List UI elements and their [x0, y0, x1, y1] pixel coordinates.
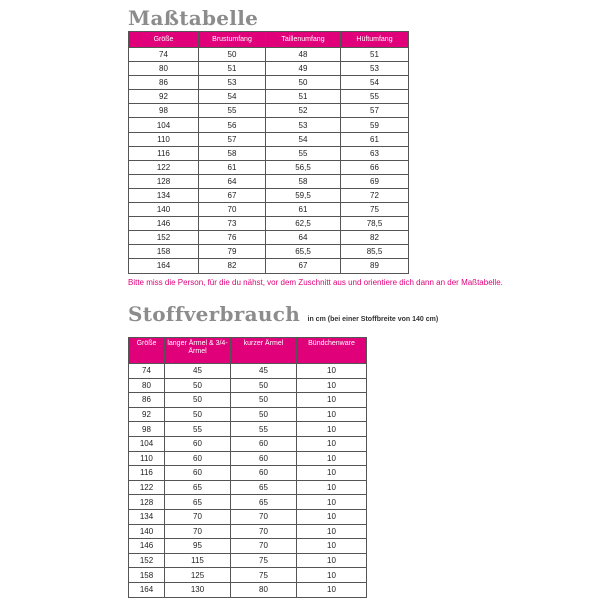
table-cell: 122 — [129, 480, 165, 495]
table-cell: 61 — [266, 203, 341, 217]
table-cell: 98 — [129, 422, 165, 437]
table-cell: 10 — [297, 553, 367, 568]
table-cell: 146 — [129, 217, 199, 231]
table-cell: 10 — [297, 451, 367, 466]
table-cell: 80 — [231, 582, 297, 597]
table-row — [129, 509, 367, 524]
table-cell: 50 — [165, 393, 231, 408]
table-cell: 51 — [266, 90, 341, 104]
table-cell: 65,5 — [266, 245, 341, 259]
table-cell: 10 — [297, 466, 367, 481]
table-cell: 50 — [231, 407, 297, 422]
table-cell: 52 — [266, 104, 341, 118]
table-row — [129, 146, 409, 160]
table-row — [129, 118, 409, 132]
table-cell: 60 — [165, 451, 231, 466]
table-cell: 86 — [129, 393, 165, 408]
table-cell: 55 — [231, 422, 297, 437]
stoffverbrauch-table — [128, 337, 367, 598]
masstabelle-title: Maßtabelle — [128, 6, 259, 30]
table-cell: 70 — [231, 539, 297, 554]
table-row — [129, 259, 409, 273]
table-cell: 51 — [199, 62, 266, 76]
table-cell: 152 — [129, 553, 165, 568]
table-row — [129, 160, 409, 174]
table-cell: 10 — [297, 407, 367, 422]
table-cell: 104 — [129, 118, 199, 132]
table-cell: 158 — [129, 568, 165, 583]
table-cell: 70 — [231, 524, 297, 539]
table-cell: 134 — [129, 188, 199, 202]
header-brustumfang: Brustumfang — [199, 32, 266, 48]
table-cell: 82 — [341, 231, 409, 245]
table-header-row — [129, 338, 367, 364]
table-cell: 57 — [199, 132, 266, 146]
table-cell: 73 — [199, 217, 266, 231]
table-cell: 69 — [341, 174, 409, 188]
table-row — [129, 568, 367, 583]
table-cell: 70 — [231, 509, 297, 524]
table-cell: 70 — [165, 524, 231, 539]
table-cell: 76 — [199, 231, 266, 245]
header-kurzer-aermel: kurzer Ärmel — [231, 338, 297, 364]
table-row — [129, 48, 409, 62]
stoffverbrauch-heading — [128, 302, 438, 326]
table-cell: 116 — [129, 146, 199, 160]
table-cell: 164 — [129, 582, 165, 597]
table-row — [129, 495, 367, 510]
table-row — [129, 553, 367, 568]
table-cell: 10 — [297, 364, 367, 379]
table-row — [129, 76, 409, 90]
table-cell: 64 — [266, 231, 341, 245]
table-cell: 64 — [199, 174, 266, 188]
header-groesse: Größe — [129, 338, 165, 364]
table-cell: 95 — [165, 539, 231, 554]
table-row — [129, 90, 409, 104]
table-cell: 60 — [231, 466, 297, 481]
table-cell: 164 — [129, 259, 199, 273]
table-row — [129, 480, 367, 495]
measurement-note: Bitte miss die Person, für die du nähst, vor dem Zuschnitt aus und orientiere dich dann an der Maßtabelle. — [128, 278, 503, 287]
table-cell: 70 — [199, 203, 266, 217]
table-cell: 54 — [199, 90, 266, 104]
table-cell: 10 — [297, 436, 367, 451]
table-cell: 60 — [231, 451, 297, 466]
table-cell: 10 — [297, 480, 367, 495]
table-cell: 10 — [297, 422, 367, 437]
table-cell: 67 — [266, 259, 341, 273]
table-cell: 70 — [165, 509, 231, 524]
table-row — [129, 393, 367, 408]
table-row — [129, 188, 409, 202]
table-cell: 10 — [297, 495, 367, 510]
table-row — [129, 466, 367, 481]
table-cell: 53 — [199, 76, 266, 90]
table-cell: 79 — [199, 245, 266, 259]
table-row — [129, 62, 409, 76]
table-cell: 51 — [341, 48, 409, 62]
table-cell: 50 — [231, 393, 297, 408]
table-cell: 10 — [297, 539, 367, 554]
table-cell: 60 — [165, 466, 231, 481]
header-hueftumfang: Hüftumfang — [341, 32, 409, 48]
table-cell: 74 — [129, 48, 199, 62]
table-cell: 80 — [129, 378, 165, 393]
table-cell: 152 — [129, 231, 199, 245]
table-cell: 146 — [129, 539, 165, 554]
table-cell: 10 — [297, 509, 367, 524]
table-row — [129, 203, 409, 217]
table-cell: 80 — [129, 62, 199, 76]
table-row — [129, 451, 367, 466]
table-cell: 125 — [165, 568, 231, 583]
table-cell: 60 — [165, 436, 231, 451]
table-row — [129, 436, 367, 451]
table-cell: 55 — [199, 104, 266, 118]
table-cell: 60 — [231, 436, 297, 451]
table-cell: 62,5 — [266, 217, 341, 231]
table-cell: 10 — [297, 524, 367, 539]
table-cell: 66 — [341, 160, 409, 174]
table-cell: 65 — [231, 480, 297, 495]
stoffverbrauch-title: Stoffverbrauch — [128, 302, 301, 326]
table-cell: 61 — [199, 160, 266, 174]
table-cell: 85,5 — [341, 245, 409, 259]
stoffverbrauch-subtitle: in cm (bei einer Stoffbreite von 140 cm) — [307, 316, 439, 323]
table-row — [129, 422, 367, 437]
table-row — [129, 132, 409, 146]
header-taillenumfang: Taillenumfang — [266, 32, 341, 48]
table-cell: 57 — [341, 104, 409, 118]
table-cell: 116 — [129, 466, 165, 481]
header-langer-aermel: langer Ärmel & 3/4-Ärmel — [165, 338, 231, 364]
table-cell: 45 — [165, 364, 231, 379]
table-row — [129, 245, 409, 259]
table-cell: 49 — [266, 62, 341, 76]
table-cell: 128 — [129, 174, 199, 188]
table-cell: 59 — [341, 118, 409, 132]
table-cell: 75 — [341, 203, 409, 217]
table-row — [129, 524, 367, 539]
masstabelle-table — [128, 31, 409, 274]
table-row — [129, 407, 367, 422]
table-cell: 92 — [129, 407, 165, 422]
table-row — [129, 231, 409, 245]
table-cell: 48 — [266, 48, 341, 62]
table-cell: 50 — [266, 76, 341, 90]
table-cell: 56,5 — [266, 160, 341, 174]
table-cell: 92 — [129, 90, 199, 104]
table-cell: 50 — [231, 378, 297, 393]
table-cell: 10 — [297, 393, 367, 408]
table-cell: 63 — [341, 146, 409, 160]
table-cell: 78,5 — [341, 217, 409, 231]
table-cell: 53 — [266, 118, 341, 132]
table-cell: 89 — [341, 259, 409, 273]
table-cell: 58 — [199, 146, 266, 160]
table-cell: 65 — [165, 480, 231, 495]
table-cell: 72 — [341, 188, 409, 202]
table-cell: 65 — [165, 495, 231, 510]
table-cell: 140 — [129, 524, 165, 539]
table-row — [129, 217, 409, 231]
table-cell: 55 — [341, 90, 409, 104]
table-cell: 59,5 — [266, 188, 341, 202]
table-cell: 158 — [129, 245, 199, 259]
table-header-row — [129, 32, 409, 48]
table-cell: 50 — [165, 378, 231, 393]
table-cell: 110 — [129, 451, 165, 466]
table-row — [129, 378, 367, 393]
table-row — [129, 174, 409, 188]
table-cell: 10 — [297, 568, 367, 583]
table-row — [129, 364, 367, 379]
table-cell: 61 — [341, 132, 409, 146]
table-cell: 56 — [199, 118, 266, 132]
table-cell: 75 — [231, 553, 297, 568]
table-cell: 55 — [266, 146, 341, 160]
table-cell: 110 — [129, 132, 199, 146]
table-cell: 86 — [129, 76, 199, 90]
table-row — [129, 582, 367, 597]
table-cell: 67 — [199, 188, 266, 202]
table-cell: 82 — [199, 259, 266, 273]
table-cell: 140 — [129, 203, 199, 217]
table-cell: 50 — [165, 407, 231, 422]
table-cell: 98 — [129, 104, 199, 118]
table-row — [129, 104, 409, 118]
table-cell: 115 — [165, 553, 231, 568]
table-cell: 50 — [199, 48, 266, 62]
table-cell: 74 — [129, 364, 165, 379]
table-cell: 134 — [129, 509, 165, 524]
table-row — [129, 539, 367, 554]
table-cell: 130 — [165, 582, 231, 597]
header-buendchenware: Bündchenware — [297, 338, 367, 364]
table-cell: 128 — [129, 495, 165, 510]
table-cell: 54 — [341, 76, 409, 90]
table-cell: 53 — [341, 62, 409, 76]
table-cell: 10 — [297, 582, 367, 597]
table-cell: 104 — [129, 436, 165, 451]
table-cell: 10 — [297, 378, 367, 393]
table-cell: 54 — [266, 132, 341, 146]
table-cell: 75 — [231, 568, 297, 583]
table-cell: 58 — [266, 174, 341, 188]
table-cell: 65 — [231, 495, 297, 510]
table-cell: 55 — [165, 422, 231, 437]
table-cell: 122 — [129, 160, 199, 174]
table-cell: 45 — [231, 364, 297, 379]
header-groesse: Größe — [129, 32, 199, 48]
